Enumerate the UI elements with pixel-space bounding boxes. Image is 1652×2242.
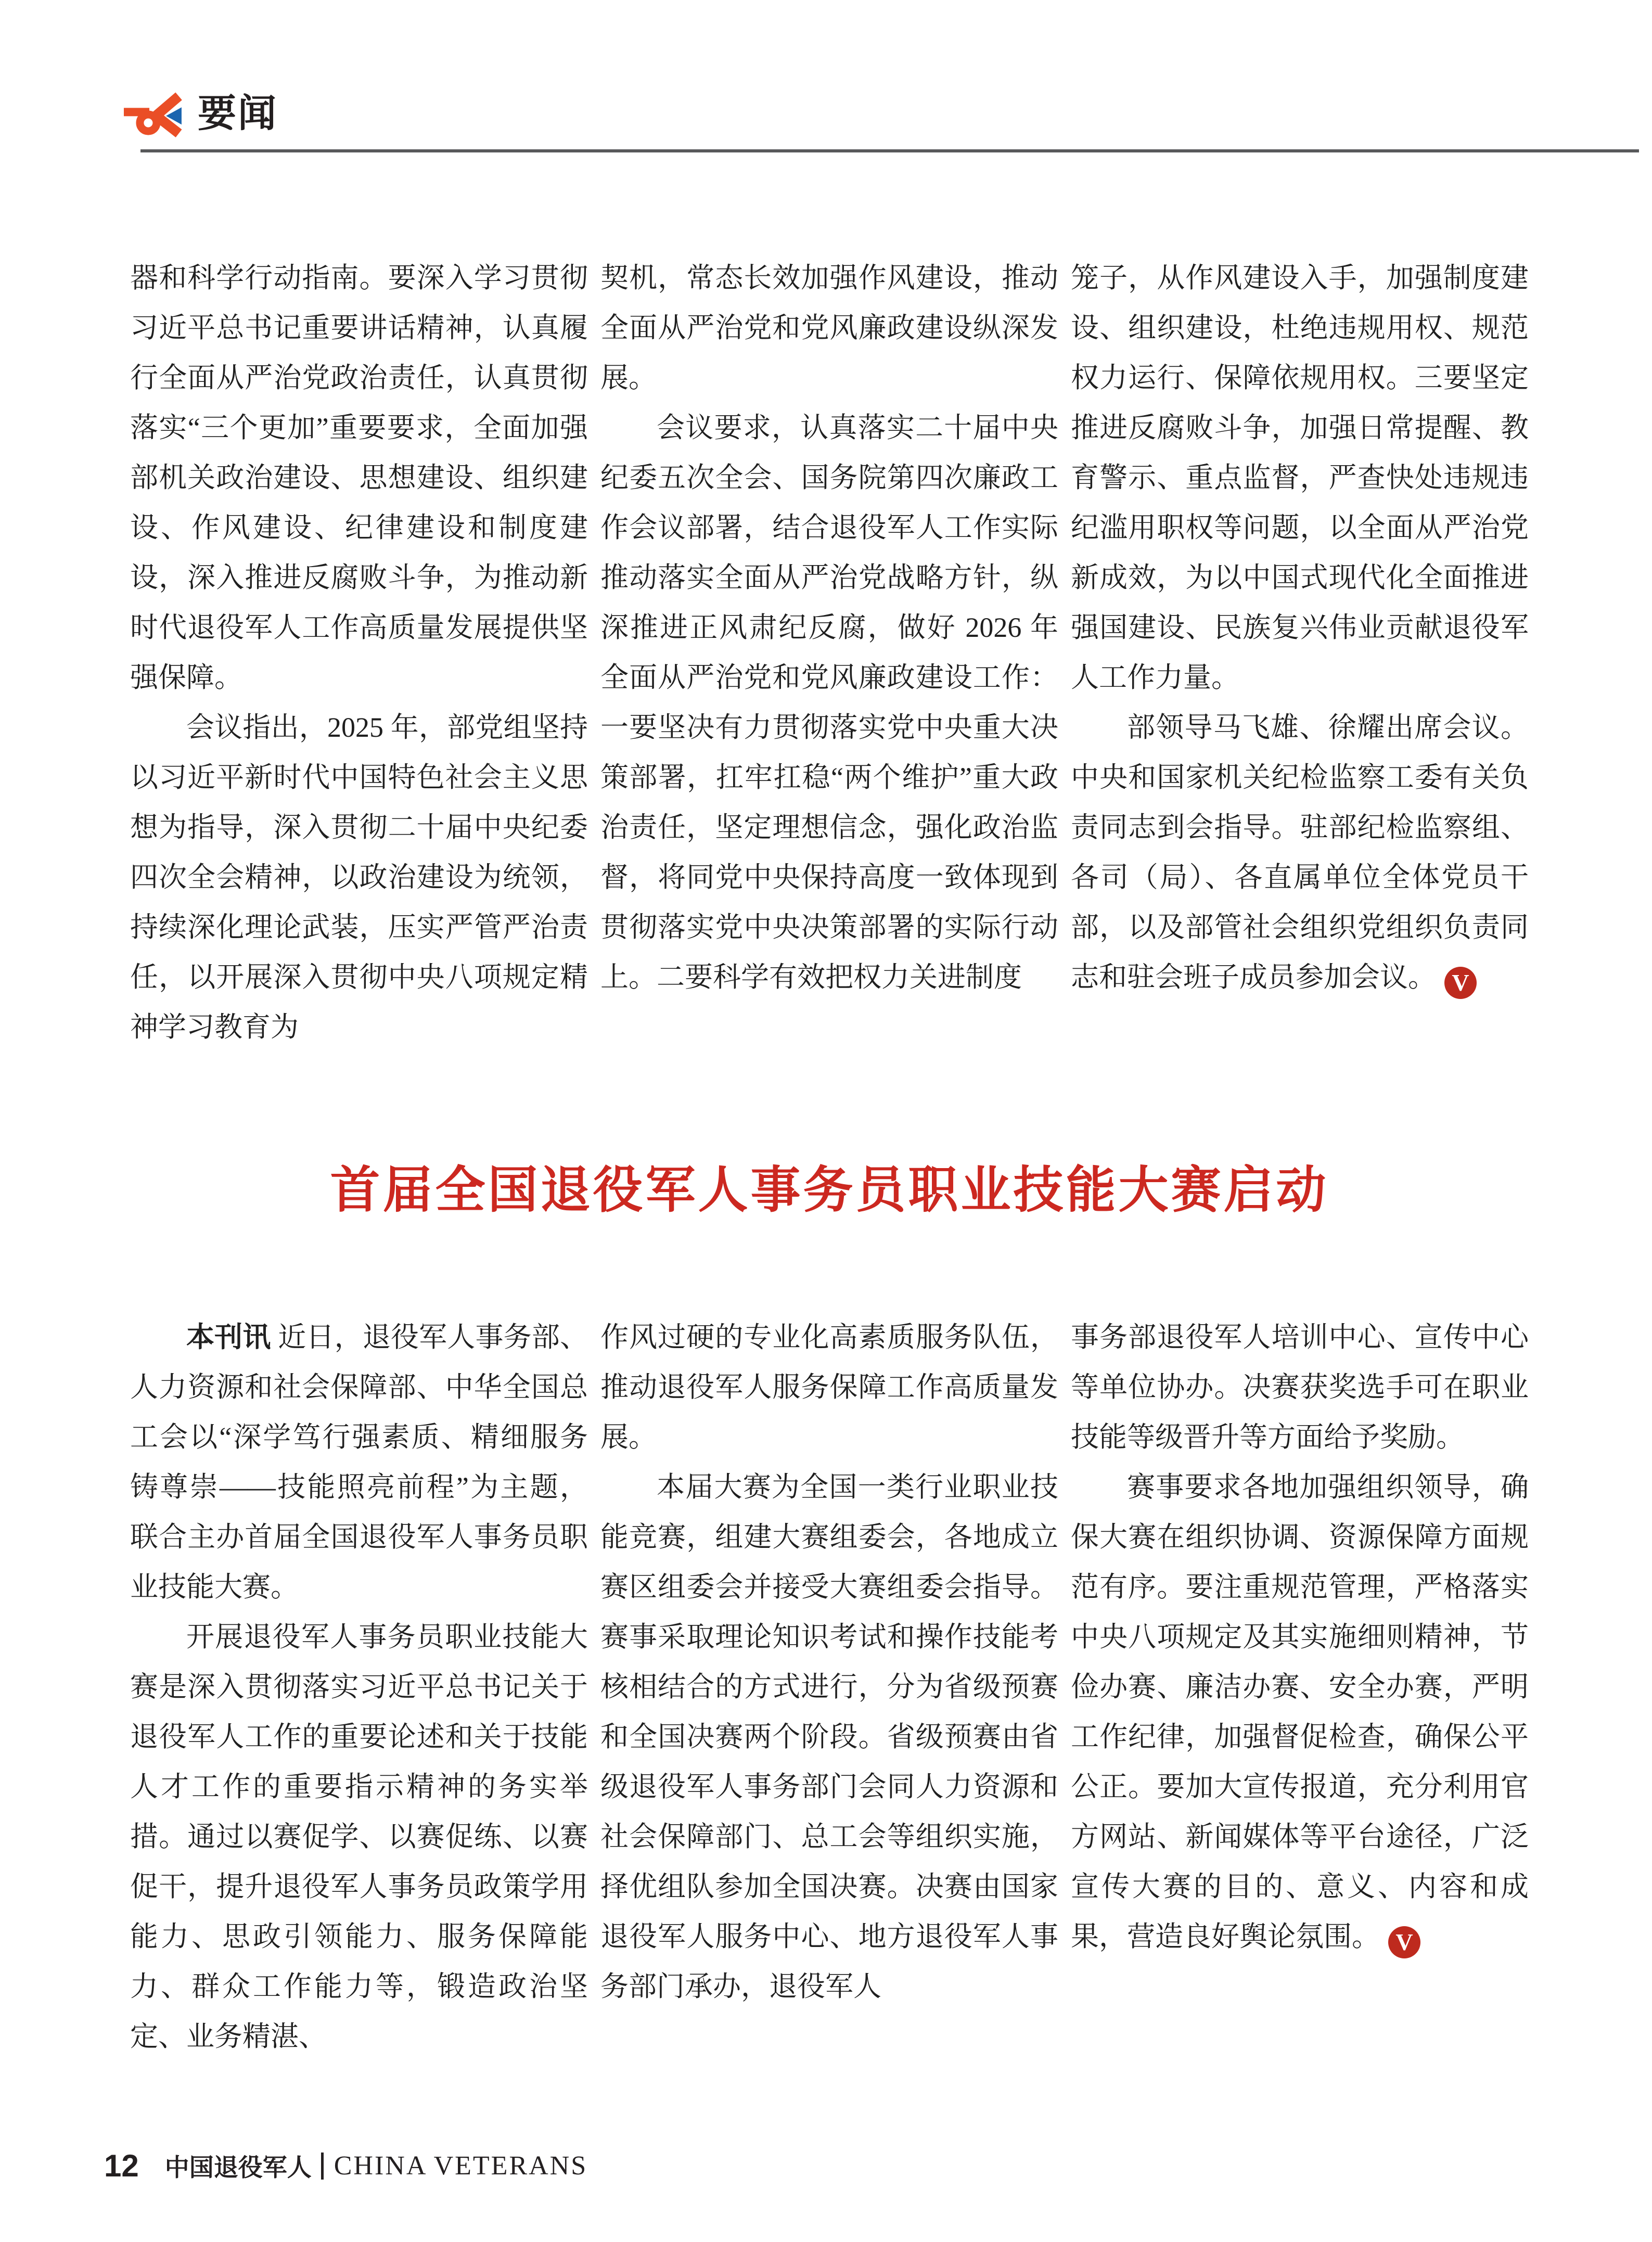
magazine-title-cn: 中国退役军人 bbox=[164, 2154, 312, 2181]
page-number: 12 bbox=[104, 2148, 139, 2183]
paragraph-text: 开展退役军人事务员职业技能大赛是深入贯彻落实习近平总书记关于退役军人工作的重要论述和关于技能人才工作的重要指示精神的务实举措。通过以赛促学、以赛促练、以赛促干，提升退役军人事务员政策学用能力、思政引领能力、服务保障能力、群众工作能力等，锻造政治坚定、业务精湛、 bbox=[130, 1621, 588, 2052]
section-label: 要闻 bbox=[198, 92, 278, 135]
article1-column-2 bbox=[600, 253, 1058, 1052]
paragraph-text: 器和科学行动指南。要深入学习贯彻习近平总书记重要讲话精神，认真履行全面从严治党政治责任，认真贯彻落实“三个更加”重要要求，全面加强部机关政治建设、思想建设、组织建设、作风建设、纪律建设和制度建设，深入推进反腐败斗争，为推动新时代退役军人工作高质量发展提供坚强保障。 bbox=[130, 262, 588, 693]
paragraph-text: 本届大赛为全国一类行业职业技能竞赛，组建大赛组委会，各地成立赛区组委会并接受大赛组委会指导。赛事采取理论知识考试和操作技能考核相结合的方式进行，分为省级预赛和全国决赛两个阶段。省级预赛由省级退役军人事务部门会同人力资源和社会保障部门、总工会等组织实施，择优组队参加全国决赛。决赛由国家退役军人服务中心、地方退役军人事务部门承办，退役军人 bbox=[600, 1471, 1058, 2002]
byline-label: 本刊讯 bbox=[186, 1322, 271, 1353]
paragraph-text: 会议指出，2025 年，部党组坚持以习近平新时代中国特色社会主义思想为指导，深入贯彻二十届中央纪委四次全会精神，以政治建设为统领，持续深化理论武装，压实严管严治责任，以开展深入贯彻中央八项规定精神学习教育为 bbox=[130, 712, 588, 1043]
article-end-icon: V bbox=[1388, 1926, 1420, 1958]
paragraph bbox=[130, 253, 588, 702]
paragraph-text: 契机，常态长效加强作风建设，推动全面从严治党和党风廉政建设纵深发展。 bbox=[600, 262, 1058, 393]
article-end-icon: V bbox=[1444, 967, 1477, 999]
paragraph bbox=[600, 1462, 1058, 2012]
article1-column-3 bbox=[1071, 253, 1529, 1052]
paragraph bbox=[1071, 702, 1529, 1002]
paragraph bbox=[1071, 1312, 1529, 1462]
magazine-logo-icon bbox=[124, 84, 182, 143]
paragraph-text: 会议要求，认真落实二十届中央纪委五次全会、国务院第四次廉政工作会议部署，结合退役军人工作实际推动落实全面从严治党战略方针，纵深推进正风肃纪反腐，做好 2026 年全面从严治党和党风廉政建设工作：一要坚决有力贯彻落实党中央重大决策部署，扛牢扛稳“两个维护”重大政治责任，坚定理想信念，强化政治监督，将同党中央保持高度一致体现到贯彻落实党中央决策部署的实际行动上。二要科学有效把权力关进制度 bbox=[600, 412, 1058, 993]
paragraph bbox=[1071, 253, 1529, 702]
paragraph-text: 笼子，从作风建设入手，加强制度建设、组织建设，杜绝违规用权、规范权力运行、保障依规用权。三要坚定推进反腐败斗争，加强日常提醒、教育警示、重点监督，严查快处违规违纪滥用职权等问题，以全面从严治党新成效，为以中国式现代化全面推进强国建设、民族复兴伟业贡献退役军人工作力量。 bbox=[1071, 262, 1529, 693]
page-header bbox=[124, 84, 278, 143]
paragraph-text: 赛事要求各地加强组织领导，确保大赛在组织协调、资源保障方面规范有序。要注重规范管理，严格落实中央八项规定及其实施细则精神，节俭办赛、廉洁办赛、安全办赛，严明工作纪律，加强督促检查，确保公平公正。要加大宣传报道，充分利用官方网站、新闻媒体等平台途径，广泛宣传大赛的目的、意义、内容和成果，营造良好舆论氛围。 bbox=[1071, 1471, 1529, 1952]
paragraph bbox=[600, 403, 1058, 1002]
paragraph-text: 近日，退役军人事务部、人力资源和社会保障部、中华全国总工会以“深学笃行强素质、精细服务铸尊崇——技能照亮前程”为主题，联合主办首届全国退役军人事务员职业技能大赛。 bbox=[130, 1322, 588, 1603]
header-divider bbox=[140, 149, 1639, 152]
paragraph-text: 部领导马飞雄、徐耀出席会议。中央和国家机关纪检监察工委有关负责同志到会指导。驻部纪检监察组、各司（局）、各直属单位全体党员干部，以及部管社会组织党组织负责同志和驻会班子成员参加会议。 bbox=[1071, 712, 1529, 993]
paragraph bbox=[130, 702, 588, 1052]
paragraph bbox=[1071, 1462, 1529, 1962]
paragraph bbox=[600, 1312, 1058, 1462]
paragraph bbox=[130, 1312, 588, 1612]
article2-column-3 bbox=[1071, 1312, 1529, 2061]
paragraph bbox=[130, 1612, 588, 2061]
space bbox=[271, 1322, 278, 1353]
article2-column-1 bbox=[130, 1312, 588, 2061]
article1-column-1 bbox=[130, 253, 588, 1052]
article2-columns bbox=[130, 1312, 1529, 2061]
page-footer bbox=[104, 2148, 587, 2184]
footer-divider bbox=[321, 2153, 324, 2180]
article2-column-2 bbox=[600, 1312, 1058, 2061]
paragraph-text: 作风过硬的专业化高素质服务队伍，推动退役军人服务保障工作高质量发展。 bbox=[600, 1322, 1058, 1453]
article2-headline: 首届全国退役军人事务员职业技能大赛启动 bbox=[330, 1162, 1329, 1218]
article1-columns bbox=[130, 253, 1529, 1052]
paragraph bbox=[600, 253, 1058, 403]
magazine-title-en: CHINA VETERANS bbox=[334, 2151, 588, 2181]
paragraph-text: 事务部退役军人培训中心、宣传中心等单位协办。决赛获奖选手可在职业技能等级晋升等方面给予奖励。 bbox=[1071, 1322, 1529, 1453]
